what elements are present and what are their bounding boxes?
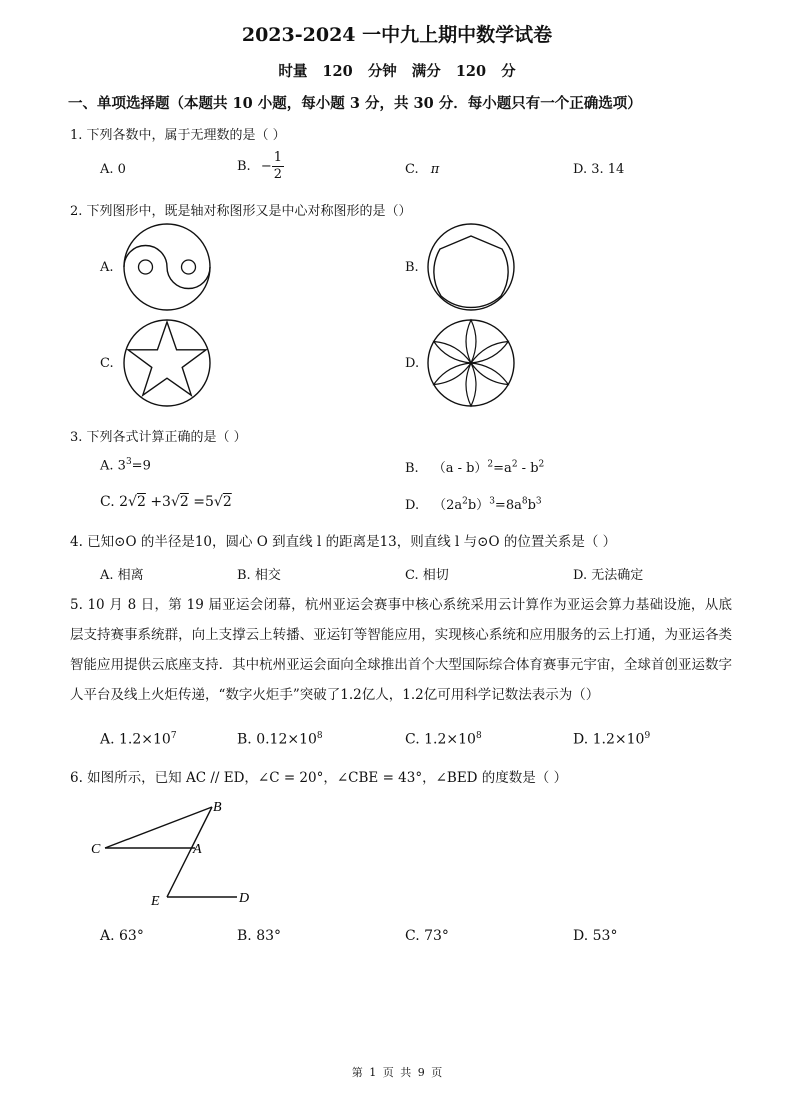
q3-d-eq: =8a (494, 498, 522, 513)
q4-option-b: B. 相交 (237, 568, 281, 583)
q2-option-b-label: B. (405, 260, 419, 275)
q1-b-prefix: B. (237, 159, 251, 174)
q3-b-exp: 2 (487, 459, 494, 470)
q3-b-exp3: 2 (538, 459, 545, 470)
q6-geometry-figure (85, 795, 275, 915)
label-e: E (151, 894, 160, 909)
flower-circle-figure (426, 318, 516, 408)
q5-c-exp: 8 (475, 731, 482, 741)
q1-option-c (405, 162, 439, 177)
q2-option-c-label: C. (100, 356, 114, 371)
q1-stem: 1. 下列各数中，属于无理数的是（ ） (70, 128, 286, 143)
q4-option-d: D. 无法确定 (573, 568, 644, 583)
exam-title: 2023-2024 一中九上期中数学试卷 (241, 24, 553, 46)
q3-option-a (100, 457, 151, 473)
q5-d-exp: 9 (644, 731, 651, 741)
q3-option-c: C. 2√2 +3√2 =5√2 (100, 494, 232, 510)
q3-a-result: =9 (131, 458, 151, 474)
q3-c-radicand-2: 2 (179, 494, 189, 510)
q3-c-radicand-1: 2 (136, 494, 146, 510)
q3-b-prefix: B. (405, 461, 419, 476)
exam-subtitle: 时量 120 分钟 满分 120 分 (278, 63, 516, 80)
q3-c-plus: +3 (145, 494, 171, 510)
q4-option-a: A. 相离 (100, 568, 144, 583)
q5-text: 5. 10 月 8 日，第 19 届亚运会闭幕，杭州亚运会赛事中核心系统采用云计算作为亚运会算力基础设施，从底层支持赛事系统群，向上支撑云上转播、亚运钉等智能应用，实现核心系统和应用服务的云上打通，为亚运各类智能应用提供云底座支持．其中杭州亚运会面向全球推出首个大型国际综合体育赛事元宇宙，全球首创亚运数字人平台及线上火炬传递，“数字火炬手”突破了1.2亿人，1.2亿可用科学记数法表示为（） (70, 597, 732, 703)
q1-b-denominator: 2 (273, 167, 283, 182)
q3-d-exp3: 8 (521, 496, 528, 507)
q2-option-d-label: D. (405, 356, 420, 371)
q5-d-base: D. 1.2×10 (573, 731, 645, 748)
q3-d-prefix: D. (405, 498, 420, 513)
q5-b-exp: 8 (316, 731, 323, 741)
q3-c-radicand-3: 2 (222, 494, 232, 510)
q3-d-exp1: 2 (462, 496, 468, 507)
q3-d-b: b (527, 498, 536, 513)
q1-option-a: A. 0 (100, 162, 126, 177)
q5-b-base: B. 0.12×10 (237, 731, 317, 748)
q3-b-expr: （a - b） (432, 461, 488, 476)
label-c: C (91, 842, 101, 857)
q5-option-b (237, 731, 323, 748)
q5-a-exp: 7 (170, 731, 177, 741)
q2-stem: 2. 下列图形中，既是轴对称图形又是中心对称图形的是（） (70, 204, 412, 219)
pentagon-circle-figure (426, 222, 516, 312)
q3-d-exp4: 3 (535, 496, 542, 507)
q1-b-fraction (272, 150, 284, 183)
q3-option-b (405, 457, 544, 476)
q5-a-base: A. 1.2×10 (100, 731, 171, 748)
q3-d-expr1: （2a (433, 498, 463, 513)
q5-option-a (100, 731, 177, 748)
q2-option-a-label: A. (100, 260, 114, 275)
q6-stem: 6. 如图所示，已知 AC // ED，∠C = 20°，∠CBE = 43°，∠BED 的度数是（ ） (70, 770, 568, 786)
q5-c-base: C. 1.2×10 (405, 731, 476, 748)
q1-b-numerator: 1 (273, 150, 283, 165)
star-circle-figure (122, 318, 212, 408)
q3-b-eq: =a (493, 461, 512, 476)
q1-option-b (237, 150, 284, 183)
q3-a-base: A. 3 (100, 458, 126, 474)
q3-d-exp2: 3 (489, 496, 495, 507)
q6-option-a: A. 63° (100, 928, 144, 944)
q1-c-prefix: C. (405, 162, 419, 177)
q1-option-d: D. 3. 14 (573, 162, 625, 177)
q3-d-expr2: b） (467, 498, 490, 513)
q3-option-d (405, 494, 542, 513)
q3-stem: 3. 下列各式计算正确的是（ ） (70, 430, 247, 445)
segment-be (167, 807, 212, 897)
q6-option-b: B. 83° (237, 928, 282, 944)
label-a: A (193, 842, 202, 857)
q5-option-c (405, 731, 482, 748)
q3-b-exp2: 2 (511, 459, 518, 470)
page-footer: 第 1 页 共 9 页 (351, 1066, 443, 1079)
label-b: B (213, 800, 222, 815)
q3-a-exponent: 3 (125, 457, 132, 467)
yin-yang-figure (122, 222, 212, 312)
q4-stem: 4. 已知⊙O 的半径是10，圆心 O 到直线 l 的距离是13，则直线 l 与⊙O 的位置关系是（ ） (70, 534, 617, 550)
q3-b-minus: - b (517, 461, 539, 476)
q5-option-d (573, 731, 650, 748)
label-d: D (239, 891, 250, 906)
q4-option-c: C. 相切 (405, 568, 449, 583)
q1-b-sign: − (260, 159, 272, 174)
q3-c-equals: =5 (188, 494, 214, 510)
q6-option-d: D. 53° (573, 928, 618, 944)
section-heading: 一、单项选择题（本题共 10 小题，每小题 3 分，共 30 分．每小题只有一个正确选项） (68, 95, 642, 112)
q1-c-value: π (430, 162, 440, 177)
q3-c-prefix: C. 2 (100, 494, 129, 510)
q6-option-c: C. 73° (405, 928, 449, 944)
